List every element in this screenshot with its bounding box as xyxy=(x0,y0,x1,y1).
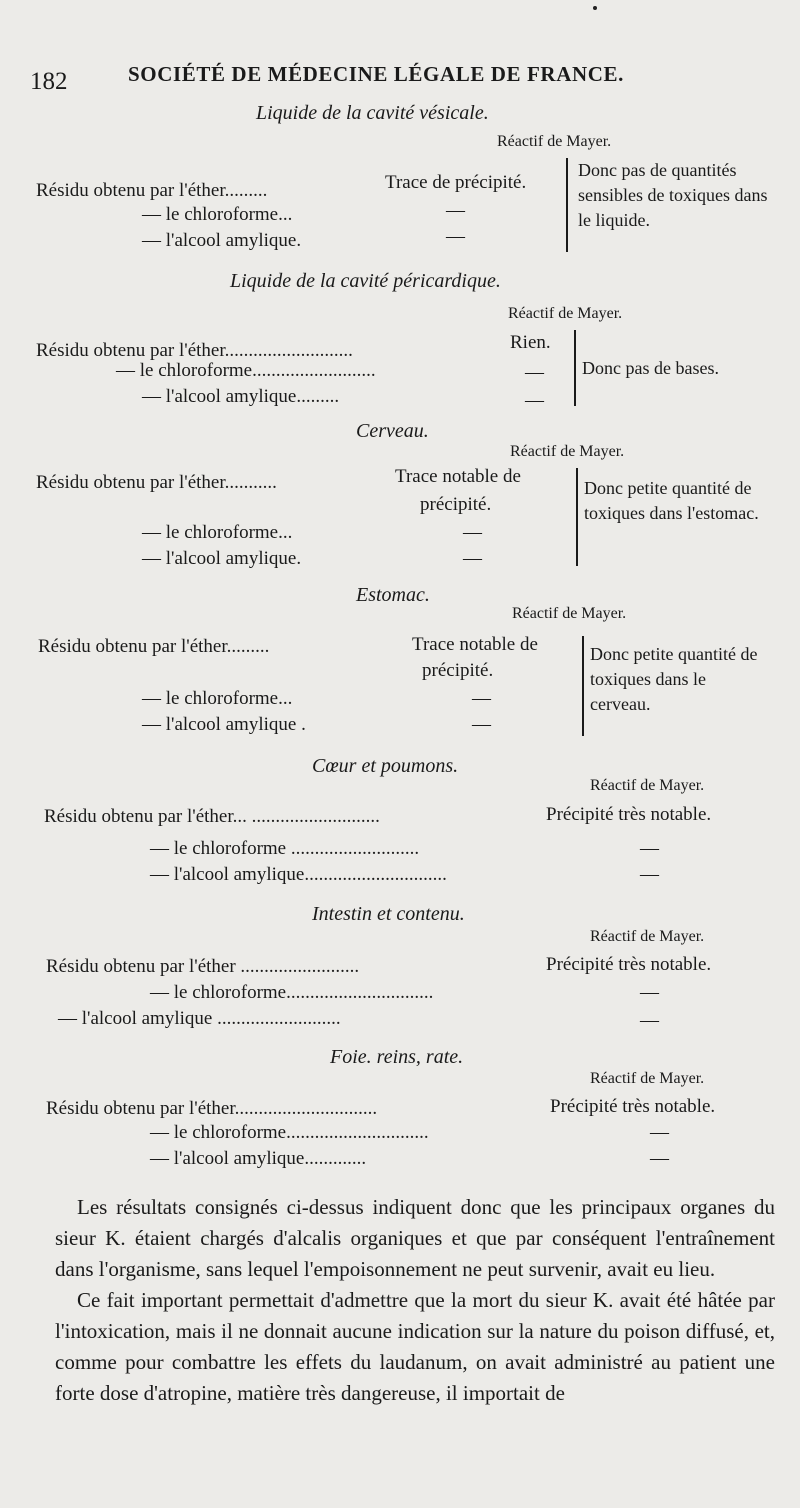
reagent-label: Réactif de Mayer. xyxy=(590,1070,705,1087)
conclusion-text: Donc petite quantité de toxiques dans l'estomac. xyxy=(584,478,759,523)
row-result: — xyxy=(640,864,659,885)
conclusion-text: Donc pas de quantités sensibles de toxiques dans le liquide. xyxy=(578,160,768,230)
row-label: Résidu obtenu par l'éther........... xyxy=(36,472,277,493)
reagent-label: Réactif de Mayer. xyxy=(590,928,705,945)
row-label: — le chloroforme... xyxy=(142,204,293,225)
row-label: — le chloroforme.......................... xyxy=(116,360,376,381)
section-title-intestin: Intestin et contenu. xyxy=(312,903,465,925)
row-label: — le chloroforme... xyxy=(142,688,293,709)
section-title-vesicale: Liquide de la cavité vésicale. xyxy=(256,102,489,124)
row-label: — l'alcool amylique. xyxy=(142,230,302,251)
row-label: — le chloroforme.............................. xyxy=(150,1122,429,1143)
paragraph: Ce fait important permettait d'admettre que la mort du sieur K. avait été hâtée par l'intoxication, mais il ne donnait aucune indication sur la nature du poison diffusé, et, comme pour combattre les effets du laudanum, on avait administré au patient une forte dose d'atropine, matière très dangereuse, il importait de xyxy=(55,1288,775,1405)
row-label: — l'alcool amylique. xyxy=(142,548,302,569)
row-result: — xyxy=(463,522,482,543)
row-result: — xyxy=(640,1010,659,1031)
row-label: Résidu obtenu par l'éther......... xyxy=(38,636,270,657)
section-title-coeur-poumons: Cœur et poumons. xyxy=(312,755,459,777)
row-label: — l'alcool amylique......... xyxy=(142,386,340,407)
row-result: — xyxy=(446,226,465,247)
reagent-label: Réactif de Mayer. xyxy=(508,305,623,322)
section-title-pericardique: Liquide de la cavité péricardique. xyxy=(230,270,501,292)
row-result: — xyxy=(650,1148,669,1169)
row-result: — xyxy=(525,362,544,383)
row-result: — xyxy=(640,838,659,859)
row-label: — le chloroforme ........................... xyxy=(150,838,420,859)
reagent-label: Réactif de Mayer. xyxy=(497,133,612,150)
row-result: — xyxy=(472,714,491,735)
row-result: Rien. xyxy=(510,332,551,353)
row-result: — xyxy=(472,688,491,709)
row-label: — le chloroforme............................... xyxy=(150,982,434,1003)
row-label: Résidu obtenu par l'éther.............................. xyxy=(46,1098,378,1119)
reagent-label: Réactif de Mayer. xyxy=(510,443,625,460)
conclusion-text: Donc petite quantité de toxiques dans le cerveau. xyxy=(590,644,758,714)
bracket xyxy=(574,330,576,406)
row-result: Précipité très notable. xyxy=(546,804,712,825)
section-title-cerveau: Cerveau. xyxy=(356,420,429,442)
row-label: Résidu obtenu par l'éther......... xyxy=(36,180,268,201)
reagent-label: Réactif de Mayer. xyxy=(512,605,627,622)
row-label: Résidu obtenu par l'éther ......................... xyxy=(46,956,360,977)
row-result: Précipité très notable. xyxy=(546,954,712,975)
page-number: 182 xyxy=(30,68,68,95)
row-result: — xyxy=(650,1122,669,1143)
row-label: — l'alcool amylique............. xyxy=(150,1148,367,1169)
bracket xyxy=(582,636,584,736)
row-label: — l'alcool amylique.............................. xyxy=(150,864,447,885)
row-result: Trace notable de xyxy=(395,466,521,487)
row-label: — l'alcool amylique .......................... xyxy=(58,1008,341,1029)
ink-speck xyxy=(593,6,597,10)
row-result: — xyxy=(446,200,465,221)
row-result: précipité. xyxy=(422,660,494,681)
row-result: Précipité très notable. xyxy=(550,1096,716,1117)
running-title: SOCIÉTÉ DE MÉDECINE LÉGALE DE FRANCE. xyxy=(128,62,624,86)
row-result: Trace notable de xyxy=(412,634,538,655)
reagent-label: Réactif de Mayer. xyxy=(590,777,705,794)
row-label: — l'alcool amylique . xyxy=(142,714,306,735)
conclusion-text: Donc pas de bases. xyxy=(582,358,719,378)
row-label: Résidu obtenu par l'éther........................... xyxy=(36,340,353,361)
section-title-foie: Foie. reins, rate. xyxy=(330,1046,464,1068)
paragraph: Les résultats consignés ci-dessus indiquent donc que les principaux organes du sieur K. étaient chargés d'alcalis organiques et que par conséquent l'entraînement dans l'organisme, sans lequel l'empoisonnement ne peut survenir, avait eu lieu. xyxy=(55,1195,775,1281)
row-result: — xyxy=(463,548,482,569)
row-result: — xyxy=(640,982,659,1003)
row-result: précipité. xyxy=(420,494,492,515)
bracket xyxy=(566,158,568,252)
row-result: — xyxy=(525,390,544,411)
row-result: Trace de précipité. xyxy=(385,172,527,193)
section-title-estomac: Estomac. xyxy=(356,584,430,606)
body-text xyxy=(55,1192,775,1409)
row-label: Résidu obtenu par l'éther... ........................... xyxy=(44,806,380,827)
bracket xyxy=(576,468,578,566)
row-label: — le chloroforme... xyxy=(142,522,293,543)
